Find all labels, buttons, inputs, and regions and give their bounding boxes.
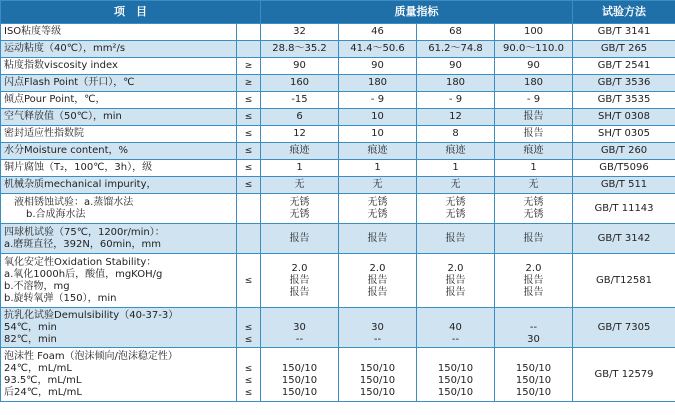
demuls-val: 30 -- [261, 308, 339, 348]
rust-line-1: 液相锈蚀试验：a.蒸馏水法 [14, 196, 134, 208]
oxidation-val: 2.0 报告 报告 [495, 254, 573, 308]
row-sym: ≥ [237, 75, 261, 92]
row-sym: ≤ [237, 126, 261, 143]
row-val: 1 [339, 160, 417, 177]
table-row [1, 41, 675, 58]
rust-line-2: b.合成海水法 [26, 208, 86, 220]
row-item: 闪点Flash Point（开口），℃ [1, 75, 237, 92]
row-val: 180 [417, 75, 495, 92]
table-row [1, 126, 675, 143]
fourball-val: 报告 [261, 224, 339, 254]
row-val: 无 [261, 177, 339, 194]
table-row-oxidation [1, 254, 675, 308]
foam-item: 泡沫性 Foam（泡沫倾向/泡沫稳定性） 24℃，mL/mL 93.5℃，mL/mL 后24℃，mL/mL [1, 348, 237, 402]
row-val: 10 [339, 126, 417, 143]
table-row [1, 75, 675, 92]
demuls-method: GB/T 7305 [573, 308, 675, 348]
row-val: 100 [495, 24, 573, 41]
foam-val: 150/10 150/10 150/10 [495, 348, 573, 402]
row-val: 1 [417, 160, 495, 177]
row-val: 32 [261, 24, 339, 41]
foam-val: 150/10 150/10 150/10 [339, 348, 417, 402]
row-sym: ≤ [237, 143, 261, 160]
oxidation-method: GB/T12581 [573, 254, 675, 308]
table-row [1, 58, 675, 75]
row-val: 90 [261, 58, 339, 75]
row-val: -15 [261, 92, 339, 109]
oxidation-val: 2.0 报告 报告 [417, 254, 495, 308]
header-method: 试验方法 [573, 1, 675, 24]
fourball-val: 报告 [417, 224, 495, 254]
row-val: 46 [339, 24, 417, 41]
row-item: 空气释放值（50℃），min [1, 109, 237, 126]
row-method: SH/T 0308 [573, 109, 675, 126]
row-val: 90 [495, 58, 573, 75]
row-method: GB/T 265 [573, 41, 675, 58]
row-method: GB/T 260 [573, 143, 675, 160]
row-val: 180 [339, 75, 417, 92]
fourball-val: 报告 [495, 224, 573, 254]
table-row [1, 160, 675, 177]
row-sym: ≤ [237, 109, 261, 126]
row-val: 68 [417, 24, 495, 41]
oxidation-val: 2.0 报告 报告 [261, 254, 339, 308]
rust-item [1, 194, 237, 224]
row-sym: ≤ [237, 92, 261, 109]
row-val: 痕迹 [339, 143, 417, 160]
row-item: 运动粘度（40℃），mm²/s [1, 41, 237, 58]
table-row-rust [1, 194, 675, 224]
table-row [1, 109, 675, 126]
fourball-val: 报告 [339, 224, 417, 254]
row-sym [237, 41, 261, 58]
row-method: SH/T 0305 [573, 126, 675, 143]
row-val: 痕迹 [495, 143, 573, 160]
table-row [1, 92, 675, 109]
row-val: 28.8～35.2 [261, 41, 339, 58]
fourball-item [1, 224, 237, 254]
row-item: 密封适应性指数院 [1, 126, 237, 143]
header-spec: 质量指标 [261, 1, 573, 24]
row-val: 报告 [495, 126, 573, 143]
row-val: 12 [261, 126, 339, 143]
row-item: 水分Moisture content，% [1, 143, 237, 160]
row-val: 180 [495, 75, 573, 92]
rust-val: 无锈 无锈 [495, 194, 573, 224]
foam-val: 150/10 150/10 150/10 [417, 348, 495, 402]
row-method: GB/T 3141 [573, 24, 675, 41]
row-method: GB/T 511 [573, 177, 675, 194]
row-val: 无 [339, 177, 417, 194]
oxidation-val: 2.0 报告 报告 [339, 254, 417, 308]
foam-method: GB/T 12579 [573, 348, 675, 402]
row-item: 粘度指数viscosity index [1, 58, 237, 75]
fourball-method: GB/T 3142 [573, 224, 675, 254]
row-val: - 9 [495, 92, 573, 109]
table-row-fourball [1, 224, 675, 254]
row-val: 12 [417, 109, 495, 126]
row-val: 41.4～50.6 [339, 41, 417, 58]
oxidation-item: 氧化安定性Oxidation Stability： a.氧化1000h后，酸值，mgKOH/g b.不溶物，mg b.旋转氧弹（150），min [1, 254, 237, 308]
demuls-val: 30 -- [339, 308, 417, 348]
row-method: GB/T5096 [573, 160, 675, 177]
row-val: 61.2～74.8 [417, 41, 495, 58]
row-method: GB/T 2541 [573, 58, 675, 75]
demuls-val: -- 30 [495, 308, 573, 348]
header-item: 项 目 [1, 1, 261, 24]
row-sym: ≤ [237, 160, 261, 177]
row-val: 无 [495, 177, 573, 194]
rust-val: 无锈 无锈 [339, 194, 417, 224]
row-sym: ≥ [237, 58, 261, 75]
fourball-line-1: 四球机试验（75℃，1200r/min）： [4, 226, 165, 238]
table-row-foam [1, 348, 675, 402]
row-val: 8 [417, 126, 495, 143]
foam-sym: ≤ ≤ ≤ [237, 348, 261, 402]
rust-val: 无锈 无锈 [417, 194, 495, 224]
row-method: GB/T 3536 [573, 75, 675, 92]
demuls-sym: ≤ ≤ [237, 308, 261, 348]
row-val: 10 [339, 109, 417, 126]
row-val: - 9 [417, 92, 495, 109]
row-val: 报告 [495, 109, 573, 126]
row-sym: ≤ [237, 177, 261, 194]
row-val: 无 [417, 177, 495, 194]
row-item: ISO粘度等级 [1, 24, 237, 41]
row-val: 痕迹 [417, 143, 495, 160]
row-val: 1 [495, 160, 573, 177]
row-item: 机械杂质mechanical impurity， [1, 177, 237, 194]
table-row [1, 143, 675, 160]
row-val: 90 [339, 58, 417, 75]
fourball-line-2: a.磨斑直径，392N，60min，mm [4, 238, 161, 250]
table-row [1, 24, 675, 41]
row-sym [237, 24, 261, 41]
row-val: - 9 [339, 92, 417, 109]
row-val: 1 [261, 160, 339, 177]
row-val: 痕迹 [261, 143, 339, 160]
row-item: 铜片腐蚀（T₂，100℃，3h），级 [1, 160, 237, 177]
table-row-demuls [1, 308, 675, 348]
demuls-item: 抗乳化试验Demulsibility（40-37-3） 54℃，min 82℃，min [1, 308, 237, 348]
row-item: 倾点Pour Point，℃， [1, 92, 237, 109]
rust-method: GB/T 11143 [573, 194, 675, 224]
row-val: 160 [261, 75, 339, 92]
oxidation-sym: ≤ [237, 254, 261, 308]
rust-val: 无锈 无锈 [261, 194, 339, 224]
row-val: 90.0～110.0 [495, 41, 573, 58]
row-val: 90 [417, 58, 495, 75]
demuls-val: 40 -- [417, 308, 495, 348]
table-row [1, 177, 675, 194]
foam-val: 150/10 150/10 150/10 [261, 348, 339, 402]
row-method: GB/T 3535 [573, 92, 675, 109]
row-val: 6 [261, 109, 339, 126]
table-header-row [1, 1, 675, 24]
